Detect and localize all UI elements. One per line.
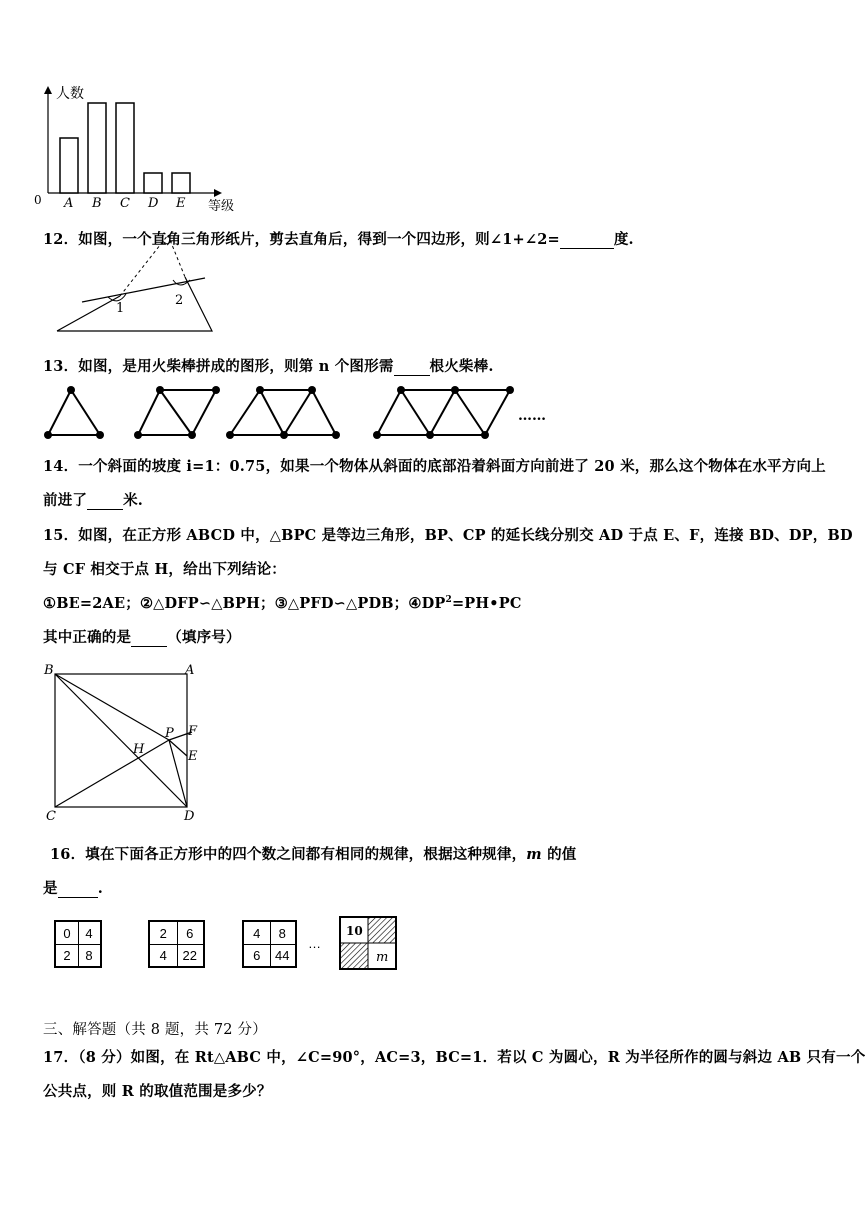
bar-A bbox=[60, 138, 78, 193]
label-E: E bbox=[188, 749, 198, 764]
question-number: 16． bbox=[50, 846, 86, 863]
question-number: 14． bbox=[43, 458, 79, 475]
cell-top-right: 4 bbox=[85, 925, 93, 941]
question-number: 13． bbox=[43, 358, 79, 375]
cell-bottom-right: 44 bbox=[275, 947, 290, 963]
question-text: 是 bbox=[43, 880, 58, 897]
question-17-line2 bbox=[43, 1080, 272, 1101]
conclusions-text: ①BE=2AE；②△DFP∽△BPH；③△PFD∽△PDB；④DP bbox=[43, 595, 446, 612]
label-H: H bbox=[133, 742, 145, 757]
answer-blank[interactable] bbox=[87, 492, 123, 510]
bar-B bbox=[88, 103, 106, 193]
question-text-end: 的值 bbox=[547, 846, 577, 863]
question-text: 如图，一个直角三角形纸片，剪去直角后，得到一个四边形，则∠1+∠2= bbox=[78, 231, 560, 248]
tick-label-A: A bbox=[64, 196, 74, 211]
question-text: 填在下面各正方形中的四个数之间都有相同的规律，根据这种规律， bbox=[85, 846, 527, 863]
cell-bottom-right: m bbox=[376, 950, 389, 965]
question-text-end: （填序号） bbox=[167, 629, 241, 646]
question-13 bbox=[43, 355, 494, 376]
question-text: 前进了 bbox=[43, 492, 88, 509]
label-F: F bbox=[188, 724, 198, 739]
label-D: D bbox=[184, 809, 195, 824]
cell-bottom-left: 4 bbox=[159, 947, 167, 963]
question-text-end: . bbox=[97, 880, 103, 897]
question-text: 与 CF 相交于点 H，给出下列结论： bbox=[43, 561, 286, 578]
cell-bottom-right: 22 bbox=[182, 947, 197, 963]
x-axis-arrow bbox=[214, 189, 222, 197]
question-text-end: 米. bbox=[123, 492, 144, 509]
label-A: A bbox=[185, 663, 195, 678]
ellipsis: …… bbox=[518, 408, 546, 424]
cell-top-right: 6 bbox=[186, 925, 194, 941]
tick-label-D: D bbox=[148, 196, 159, 211]
question-text: 如图，在正方形 ABCD 中，△BPC 是等边三角形，BP、CP 的延长线分别交 AD 于点 E、F，连接 BD、DP，BD bbox=[78, 527, 853, 544]
superscript: 2 bbox=[445, 595, 452, 606]
question-text: 17．（8 分）如图，在 Rt△ABC 中，∠C=90°，AC=3，BC=1．若以 C 为圆心，R 为半径所作的圆与斜边 AB 只有一个 bbox=[43, 1049, 866, 1066]
answer-blank[interactable] bbox=[131, 629, 167, 647]
y-axis-label: 人数 bbox=[56, 86, 84, 102]
question-text-end: 度. bbox=[613, 231, 634, 248]
question-15-conclusions bbox=[43, 592, 522, 613]
cell-bottom-left: 6 bbox=[253, 947, 261, 963]
bar-D bbox=[144, 173, 162, 193]
cell-bottom-right: 8 bbox=[85, 947, 93, 963]
origin-label: 0 bbox=[34, 193, 42, 207]
conclusions-text-end: =PH•PC bbox=[451, 595, 522, 612]
cell-top-right: 8 bbox=[278, 925, 286, 941]
question-17-line1 bbox=[43, 1046, 865, 1067]
tick-label-B: B bbox=[92, 196, 102, 211]
tick-label-C: C bbox=[120, 196, 130, 211]
question-15-line2 bbox=[43, 558, 286, 579]
dots: … bbox=[308, 936, 321, 951]
square-abcd-figure bbox=[40, 660, 220, 825]
bar-C bbox=[116, 103, 134, 193]
y-axis-arrow bbox=[44, 86, 52, 94]
cut-triangle-figure bbox=[50, 232, 220, 337]
label-P: P bbox=[165, 726, 174, 741]
bar-chart bbox=[30, 82, 260, 217]
question-text: 公共点，则 R 的取值范围是多少？ bbox=[43, 1083, 272, 1100]
matchstick-figures bbox=[40, 380, 560, 442]
label-C: C bbox=[46, 809, 56, 824]
question-number: 15． bbox=[43, 527, 79, 544]
question-14-line1 bbox=[43, 455, 826, 476]
bar-E bbox=[172, 173, 190, 193]
question-text-end: 根火柴棒. bbox=[429, 358, 494, 375]
cell-top-left: 2 bbox=[159, 925, 167, 941]
tick-label-E: E bbox=[176, 196, 186, 211]
number-square-2 bbox=[148, 920, 205, 968]
question-text: 一个斜面的坡度 i=1：0.75，如果一个物体从斜面的底部沿着斜面方向前进了 20 米，那么这个物体在水平方向上 bbox=[78, 458, 826, 475]
angle-1-label: 1 bbox=[116, 301, 125, 316]
angle-2-label: 2 bbox=[175, 293, 184, 308]
number-square-1 bbox=[54, 920, 102, 968]
x-axis-label: 等级 bbox=[208, 199, 235, 214]
question-14-line2 bbox=[43, 489, 143, 510]
answer-blank[interactable] bbox=[394, 358, 430, 376]
question-number: 12． bbox=[43, 231, 79, 248]
answer-blank[interactable] bbox=[58, 880, 98, 898]
number-square-4 bbox=[338, 915, 400, 971]
section-3-heading: 三、解答题（共 8 题，共 72 分） bbox=[43, 1022, 267, 1038]
label-B: B bbox=[44, 663, 54, 678]
cell-top-left: 0 bbox=[63, 925, 71, 941]
variable-m: m bbox=[526, 846, 542, 863]
cell-top-left: 10 bbox=[346, 924, 363, 938]
cell-bottom-left: 2 bbox=[63, 947, 71, 963]
question-text: 如图，是用火柴棒拼成的图形，则第 n 个图形需 bbox=[78, 358, 394, 375]
question-15-line1 bbox=[43, 524, 853, 545]
question-16-line1 bbox=[50, 843, 576, 864]
question-16-line2 bbox=[43, 877, 103, 898]
number-square-3 bbox=[242, 920, 297, 968]
cell-top-left: 4 bbox=[253, 925, 261, 941]
question-15-line4 bbox=[43, 626, 241, 647]
answer-blank[interactable] bbox=[560, 231, 614, 249]
question-text: 其中正确的是 bbox=[43, 629, 132, 646]
